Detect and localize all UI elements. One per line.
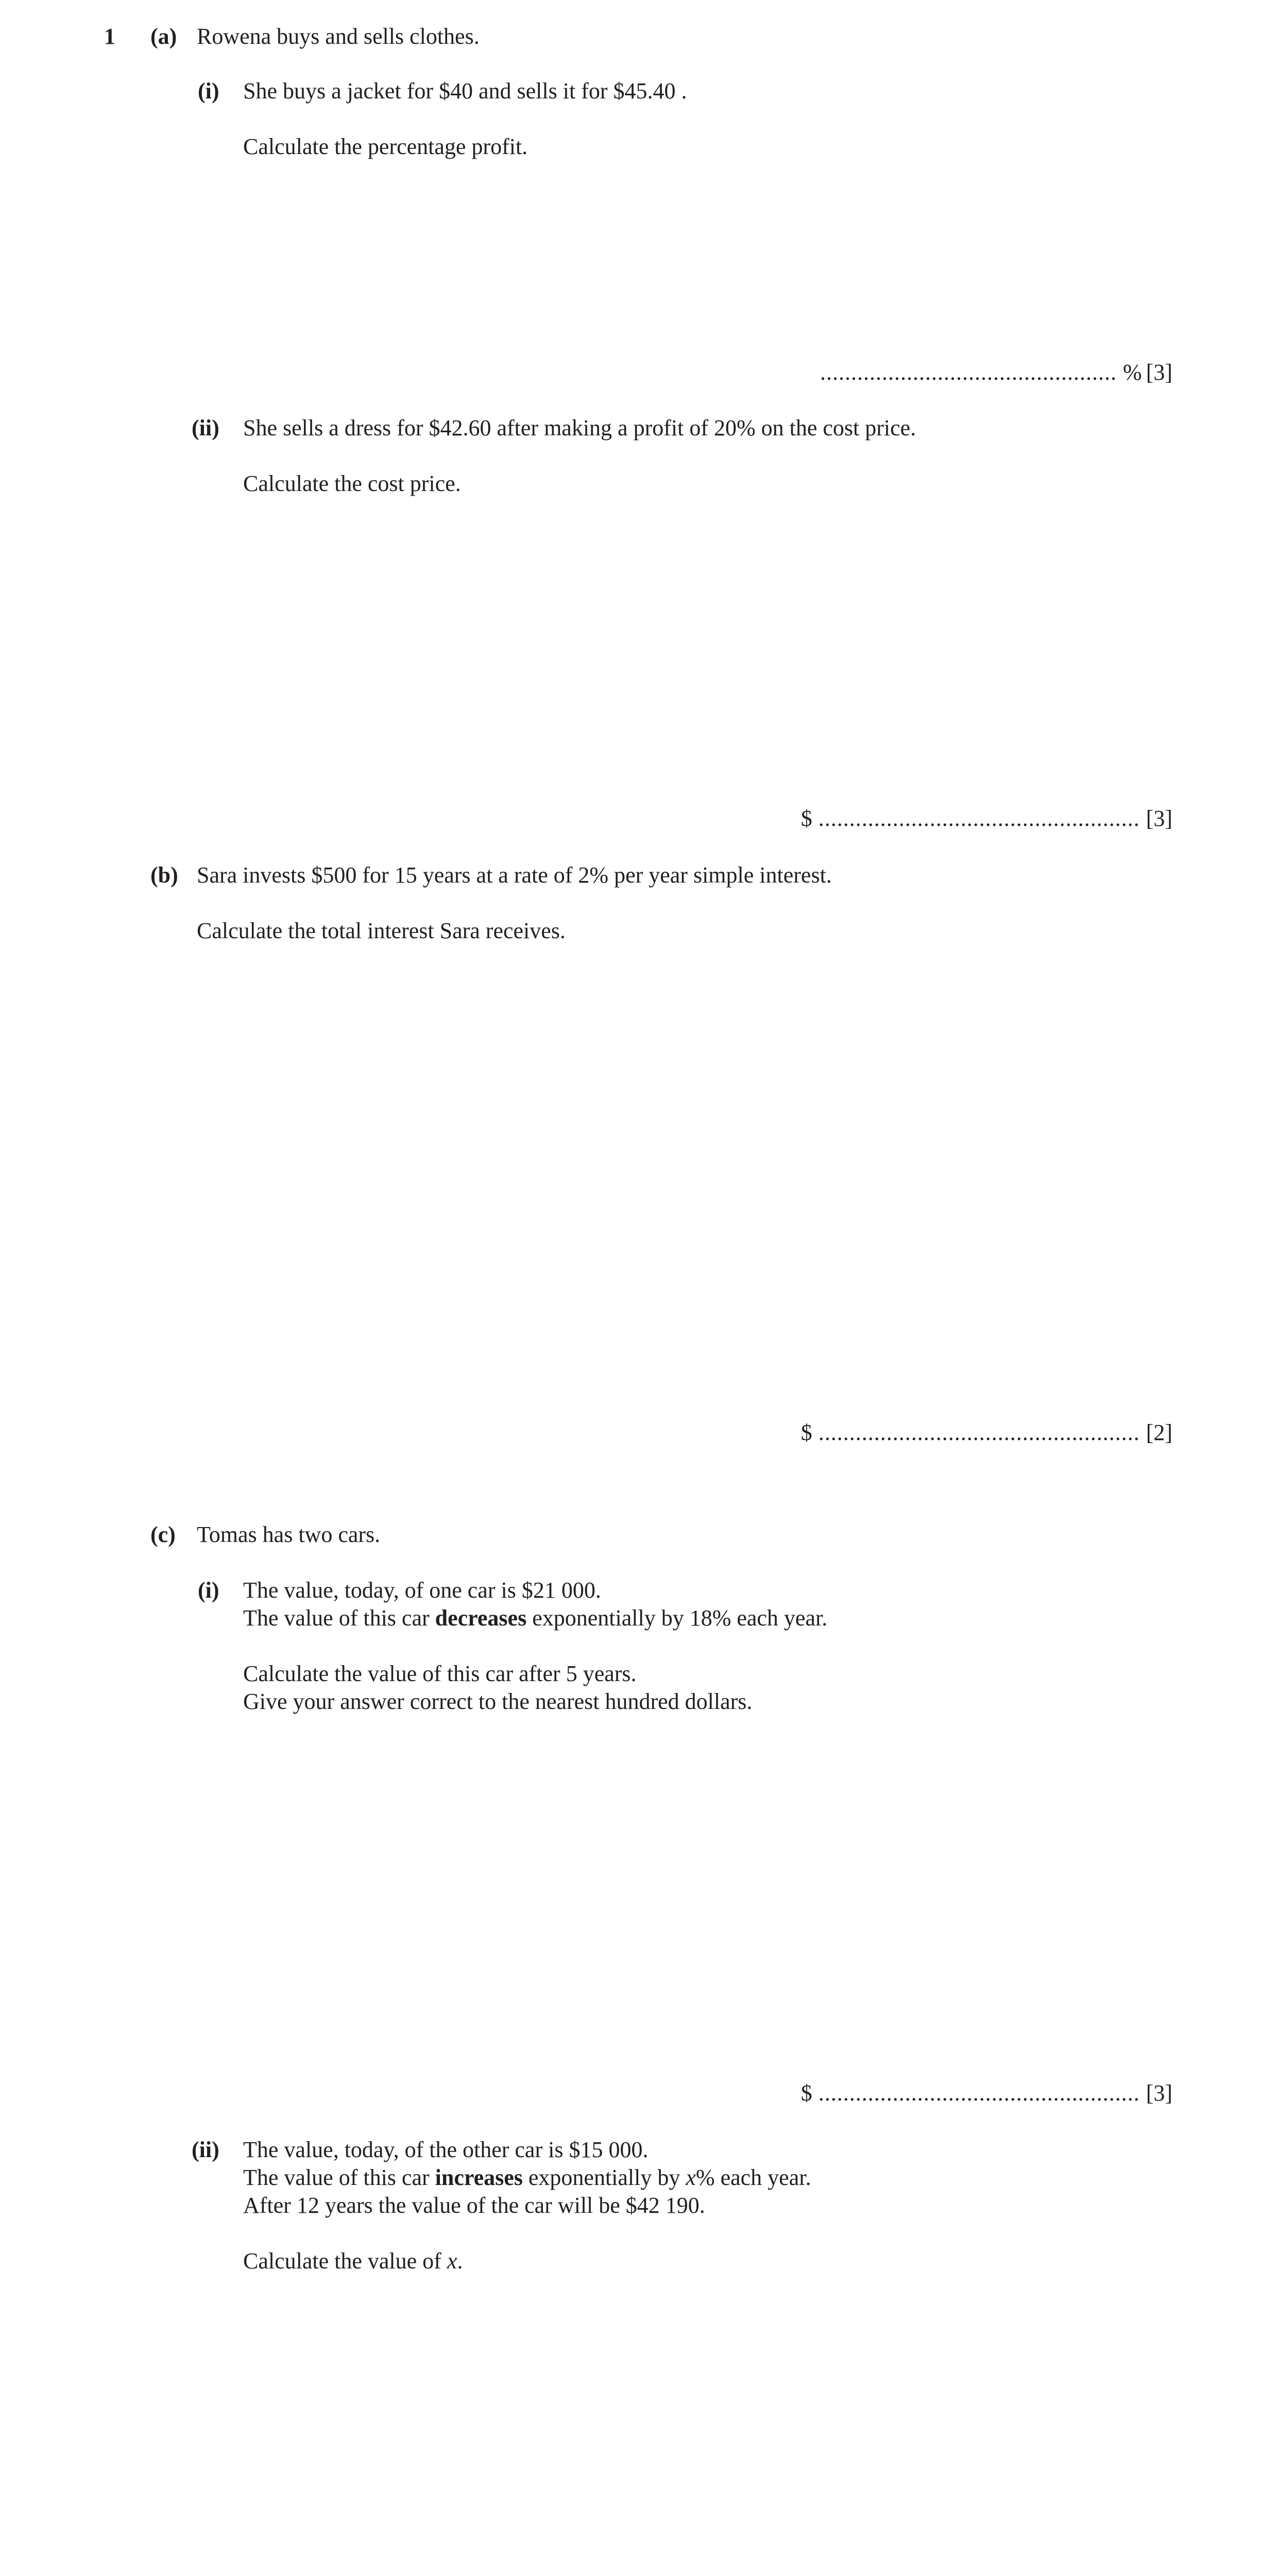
answer-prefix: $	[800, 806, 812, 831]
line-text: exponentially by 18% each year.	[526, 1605, 828, 1631]
part-c-i-line1: The value, today, of one car is $21 000.	[243, 1578, 601, 1603]
part-c-i-answer-line[interactable]	[801, 2079, 1172, 2107]
line-text: exponentially by	[522, 2165, 686, 2190]
variable-x: x	[447, 2248, 457, 2274]
part-c-label: (c)	[150, 1522, 176, 1547]
answer-dots: ....................................................	[818, 2080, 1140, 2106]
part-c-i-label: (i)	[198, 1578, 219, 1603]
part-c-i-line2	[243, 1604, 827, 1632]
part-a-ii-line2: Calculate the cost price.	[243, 471, 461, 496]
line-text: .	[457, 2248, 463, 2274]
marks-label: [3]	[1146, 806, 1172, 831]
part-b-line2: Calculate the total interest Sara receives.	[197, 918, 566, 943]
part-a-i-line2: Calculate the percentage profit.	[243, 134, 528, 159]
marks-label: [3]	[1146, 2080, 1172, 2106]
part-a-label: (a)	[150, 24, 177, 49]
answer-dots: ....................................................	[818, 806, 1140, 831]
variable-x: x	[686, 2165, 696, 2190]
part-a-ii-answer-line[interactable]	[801, 805, 1172, 833]
answer-dots: ................................................	[820, 360, 1117, 385]
answer-dots: ....................................................	[818, 1420, 1140, 1445]
line-text: Calculate the value of	[243, 2248, 447, 2274]
part-c-ii-label: (ii)	[192, 2137, 219, 2162]
part-c-i-line3: Calculate the value of this car after 5 years.	[243, 1661, 637, 1686]
line-text: % each year.	[695, 2165, 811, 2190]
part-c-stem: Tomas has two cars.	[197, 1522, 381, 1547]
answer-prefix: $	[800, 2080, 812, 2106]
part-a-i-label: (i)	[198, 78, 219, 104]
part-a-i-answer-line[interactable]	[814, 359, 1172, 386]
part-c-ii-line3: After 12 years the value of the car will be $42 190.	[243, 2193, 705, 2218]
part-b-answer-line[interactable]	[801, 1419, 1172, 1447]
answer-unit: %	[1123, 360, 1142, 385]
emphasis-increases: increases	[435, 2165, 523, 2190]
marks-label: [3]	[1146, 360, 1172, 385]
line-text: The value of this car	[243, 1605, 435, 1631]
marks-label: [2]	[1146, 1420, 1172, 1445]
part-c-ii-line2	[243, 2164, 811, 2192]
part-a-ii-line1: She sells a dress for $42.60 after making a profit of 20% on the cost price.	[243, 415, 916, 440]
part-c-ii-line1: The value, today, of the other car is $15 000.	[243, 2137, 649, 2162]
part-c-i-line4: Give your answer correct to the nearest hundred dollars.	[243, 1689, 753, 1714]
part-b-label: (b)	[150, 862, 178, 888]
part-b-line1: Sara invests $500 for 15 years at a rate of 2% per year simple interest.	[197, 862, 832, 888]
answer-prefix: $	[800, 1420, 812, 1445]
question-number: 1	[104, 24, 115, 49]
part-c-ii-line4	[243, 2247, 463, 2275]
part-a-ii-label: (ii)	[192, 415, 219, 440]
emphasis-decreases: decreases	[435, 1605, 527, 1631]
part-a-i-line1: She buys a jacket for $40 and sells it for $45.40 .	[243, 78, 687, 104]
line-text: The value of this car	[243, 2165, 435, 2190]
part-a-stem: Rowena buys and sells clothes.	[197, 24, 480, 49]
